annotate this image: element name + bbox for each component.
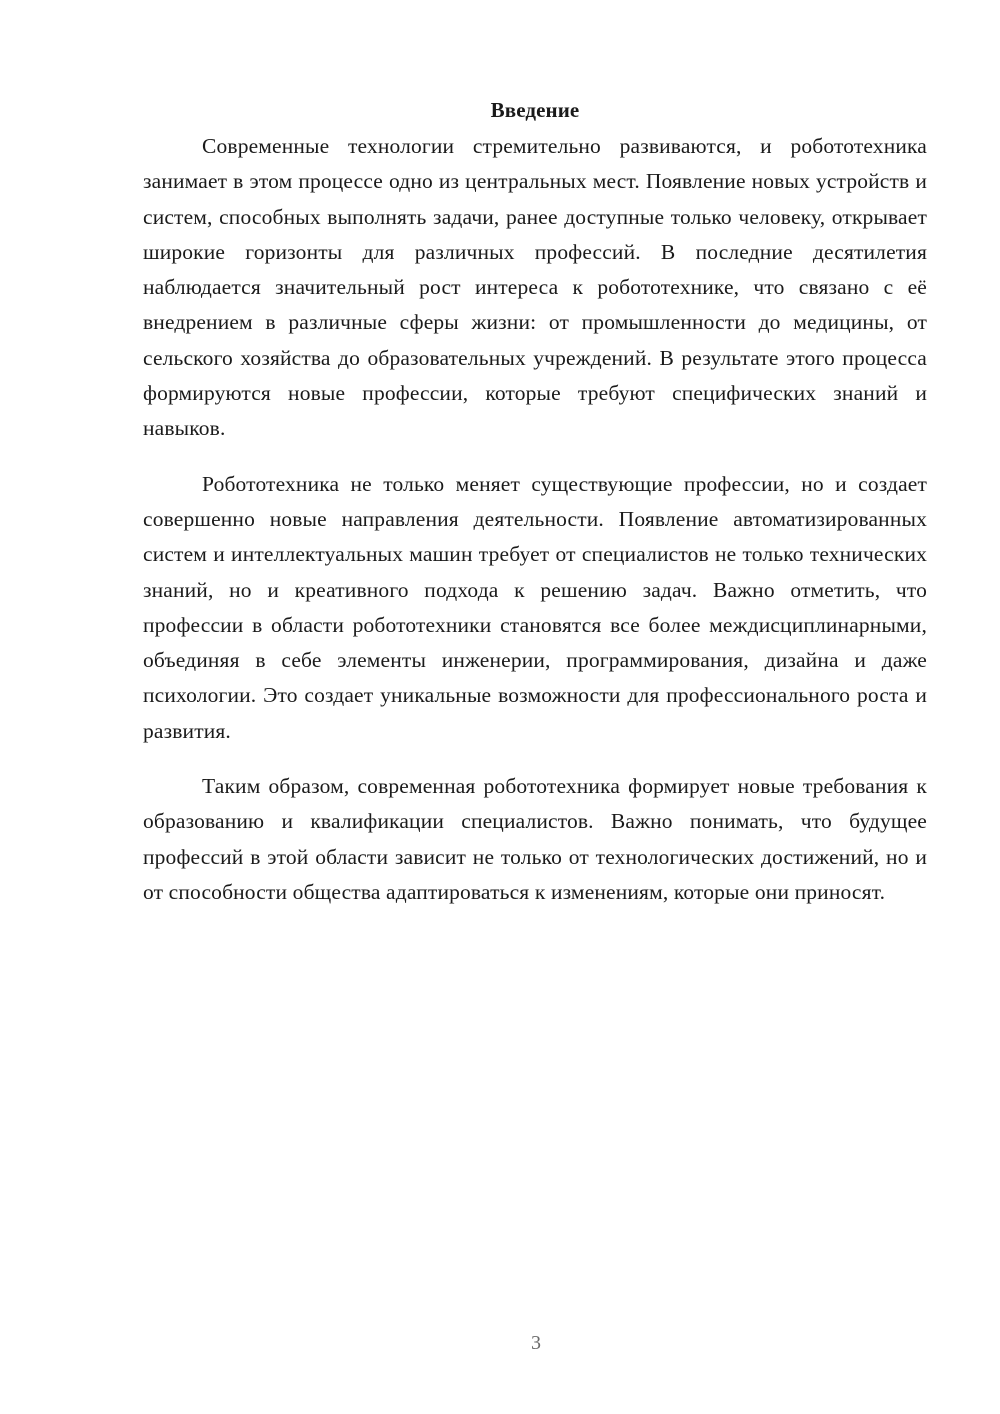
document-page <box>143 92 927 910</box>
page-number: 3 <box>531 1332 541 1354</box>
section-heading: Введение <box>490 98 580 122</box>
paragraph-1: Современные технологии стремительно развиваются, и робототехника занимает в этом процессе одно из центральных мест. Появление новых устройств и систем, способных выполнять задачи, ранее доступные только человеку, открывает широкие горизонты для различных профессий. В последние десятилетия наблюдается значительный рост интереса к робототехнике, что связано с её внедрением в различные сферы жизни: от промышленности до медицины, от сельского хозяйства до образовательных учреждений. В результате этого процесса формируются новые профессии, которые требуют специфических знаний и навыков. <box>143 134 927 441</box>
paragraph-3: Таким образом, современная робототехника формирует новые требования к образованию и квалификации специалистов. Важно понимать, что будущее профессий в этой области зависит не только от технологических достижений, но и от способности общества адаптироваться к изменениям, которые они приносят. <box>143 774 927 904</box>
paragraph-2: Робототехника не только меняет существующие профессии, но и создает совершенно новые направления деятельности. Появление автоматизированных систем и интеллектуальных машин требует от специалистов не только технических знаний, но и креативного подхода к решению задач. Важно отметить, что профессии в области робототехники становятся все более междисциплинарными, объединяя в себе элементы инженерии, программирования, дизайна и даже психологии. Это создает уникальные возможности для профессионального роста и развития. <box>143 471 927 743</box>
